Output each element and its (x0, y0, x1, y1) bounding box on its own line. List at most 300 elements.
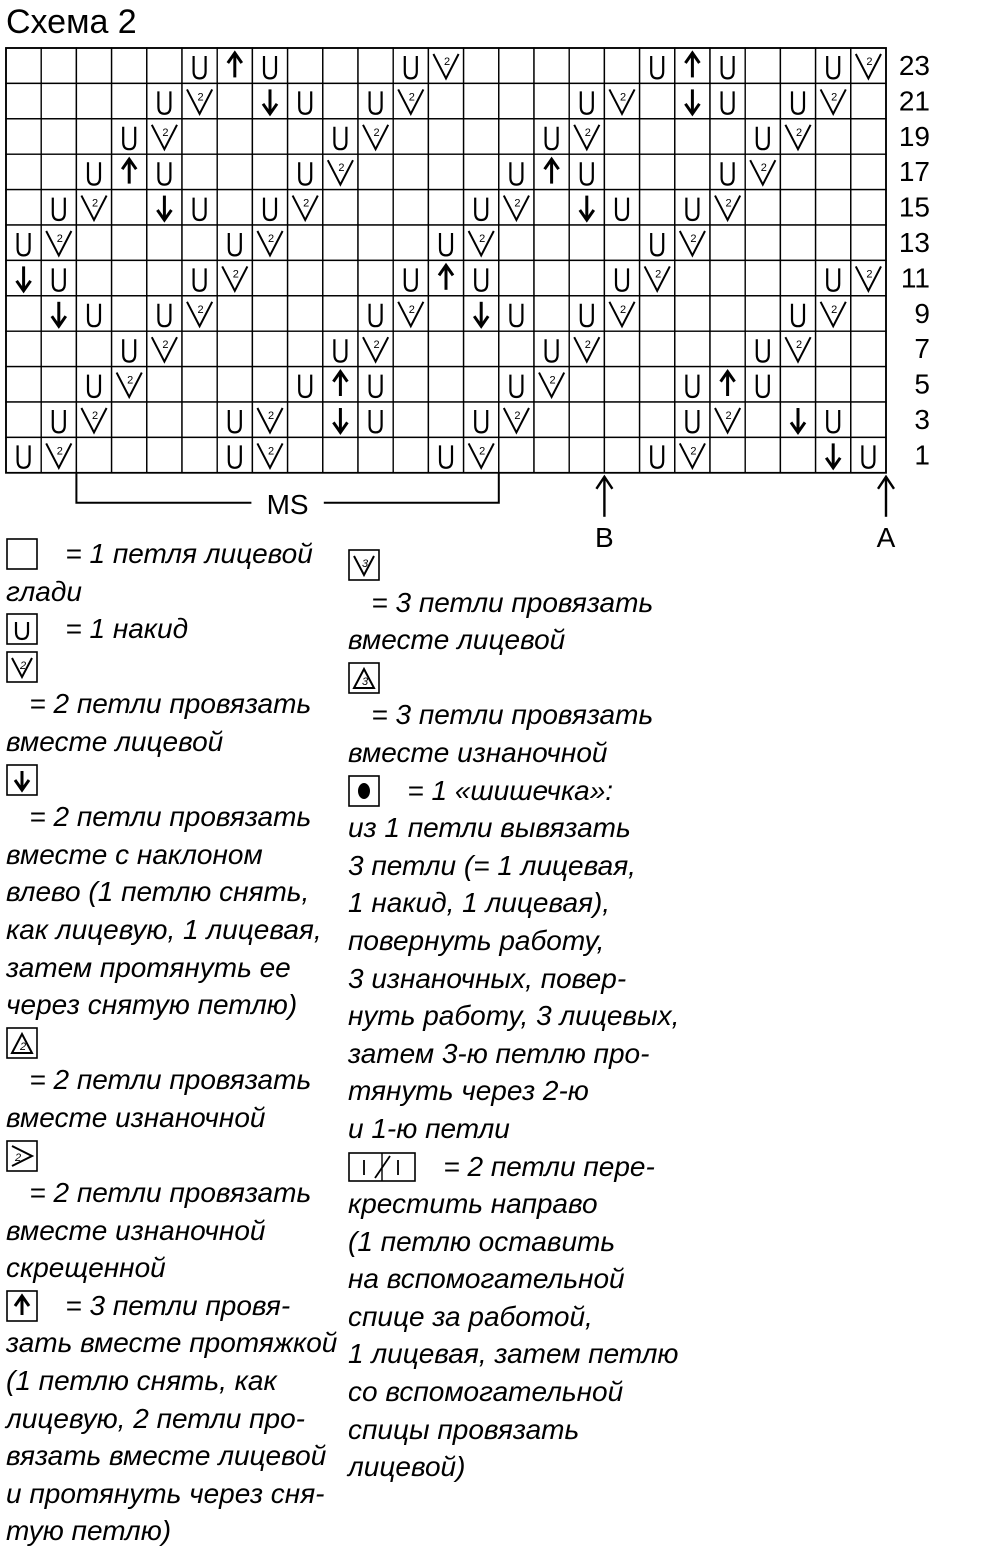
chart-cell-u (640, 48, 675, 83)
chart-cell-empty (147, 48, 182, 83)
chart-cell-l2 (675, 83, 710, 118)
chart-cell-u (851, 437, 886, 472)
chart-cell-empty (534, 48, 569, 83)
chart-cell-empty (604, 119, 639, 154)
chart-cell-empty (604, 402, 639, 437)
chart-cell-empty (6, 154, 41, 189)
chart-cell-k2 (252, 402, 287, 437)
chart-cell-empty (745, 190, 780, 225)
chart-cell-k2 (41, 437, 76, 472)
chart-cell-empty (323, 296, 358, 331)
chart-cell-empty (41, 367, 76, 402)
chart-cell-u (147, 83, 182, 118)
chart-cell-empty (217, 83, 252, 118)
svg-text:2: 2 (56, 233, 63, 245)
row-number: 23 (898, 50, 930, 81)
legend-symbol-u-icon (6, 613, 38, 645)
svg-text:2: 2 (619, 91, 627, 104)
chart-cell-empty (323, 260, 358, 295)
chart-cell-u (499, 296, 534, 331)
chart-cell-empty (6, 331, 41, 366)
svg-text:2: 2 (56, 445, 63, 458)
chart-cell-empty (76, 119, 111, 154)
chart-cell-u (358, 402, 393, 437)
chart-cell-empty (217, 190, 252, 225)
chart-cell-u (710, 83, 745, 118)
chart-cell-u (147, 154, 182, 189)
marker-a (877, 477, 896, 553)
chart-cell-empty (816, 154, 851, 189)
chart-cell-empty (604, 154, 639, 189)
chart-cell-u (358, 296, 393, 331)
svg-text:2: 2 (760, 162, 767, 175)
legend-item: = 1 петля лицевой глади (6, 538, 313, 607)
svg-text:2: 2 (584, 126, 591, 139)
svg-text:2: 2 (479, 445, 486, 458)
chart-cell-k2 (816, 296, 851, 331)
chart-cell-empty (675, 119, 710, 154)
chart-cell-empty (710, 260, 745, 295)
chart-cell-u (182, 48, 217, 83)
chart-cell-empty (499, 119, 534, 154)
chart-cell-empty (147, 402, 182, 437)
chart-cell-u (428, 225, 463, 260)
chart-cell-empty (640, 154, 675, 189)
legend-item: = 2 петли пере- крестить направо (1 петлю оставить на вспомогательной спице за работой, 1 лицевая, затем петлю со вспомогательной спицы провязать лицевой) (348, 1150, 679, 1483)
chart-cell-k2 (604, 296, 639, 331)
chart-cell-u (640, 437, 675, 472)
svg-text:2: 2 (725, 197, 732, 210)
chart-cell-k2 (569, 331, 604, 366)
chart-cell-empty (499, 48, 534, 83)
legend-item: 3 = 3 петли провязать вместе изнаночной (348, 659, 688, 772)
chart-cell-empty (358, 437, 393, 472)
chart-cell-u (323, 119, 358, 154)
chart-cell-empty (217, 331, 252, 366)
chart-cell-u (182, 190, 217, 225)
chart-cell-empty (6, 190, 41, 225)
chart-cell-empty (6, 83, 41, 118)
legend-symbol-p2-icon (6, 1027, 38, 1059)
chart-cell-empty (112, 296, 147, 331)
svg-text:A: A (876, 521, 896, 553)
chart-cell-empty (534, 190, 569, 225)
chart-cell-k2 (76, 402, 111, 437)
chart-cell-u (464, 260, 499, 295)
chart-cell-empty (640, 402, 675, 437)
svg-text:2: 2 (514, 410, 521, 422)
svg-text:2: 2 (795, 126, 803, 139)
chart-cell-empty (217, 296, 252, 331)
chart-cell-k2 (217, 260, 252, 295)
marker-b (595, 477, 614, 553)
chart-cell-empty (428, 296, 463, 331)
chart-cell-empty (288, 48, 323, 83)
chart-cell-l2 (816, 437, 851, 472)
svg-text:3: 3 (361, 675, 369, 688)
chart-cell-empty (112, 437, 147, 472)
svg-text:2: 2 (267, 410, 275, 422)
chart-cell-u (569, 154, 604, 189)
svg-text:2: 2 (443, 56, 451, 68)
chart-cell-empty (147, 260, 182, 295)
chart-cell-u (499, 154, 534, 189)
chart-cell-empty (816, 225, 851, 260)
chart-cell-empty (464, 83, 499, 118)
chart-cell-empty (288, 437, 323, 472)
chart-cell-u (780, 296, 815, 331)
chart-cell-u (112, 119, 147, 154)
chart-cell-empty (112, 83, 147, 118)
chart-cell-k2 (604, 83, 639, 118)
chart-cell-k2 (393, 83, 428, 118)
chart-cell-empty (393, 437, 428, 472)
chart-cell-empty (428, 83, 463, 118)
chart-cell-k2 (147, 119, 182, 154)
chart-cell-l2 (569, 190, 604, 225)
chart-cell-empty (393, 225, 428, 260)
chart-cell-empty (358, 225, 393, 260)
chart-cell-empty (640, 296, 675, 331)
svg-text:2: 2 (14, 1151, 22, 1164)
chart-cell-empty (288, 331, 323, 366)
chart-cell-empty (6, 119, 41, 154)
legend-symbol-empty-icon (6, 538, 38, 570)
chart-cell-u (745, 367, 780, 402)
chart-cell-empty (851, 190, 886, 225)
chart-cell-u (569, 83, 604, 118)
chart-cell-k2 (851, 260, 886, 295)
chart-cell-empty (534, 260, 569, 295)
chart-cell-empty (675, 260, 710, 295)
svg-text:2: 2 (408, 91, 415, 104)
chart-cell-empty (428, 190, 463, 225)
chart-cell-l2 (6, 260, 41, 295)
chart-cell-empty (851, 331, 886, 366)
svg-text:2: 2 (162, 126, 169, 139)
row-number: 17 (898, 156, 930, 188)
chart-cell-u (112, 331, 147, 366)
chart-cell-empty (569, 402, 604, 437)
chart-cell-a3 (675, 48, 710, 83)
chart-cell-k2 (780, 331, 815, 366)
legend-right (348, 546, 688, 1486)
chart-cell-u (710, 48, 745, 83)
chart-cell-empty (780, 190, 815, 225)
svg-text:3: 3 (361, 558, 369, 570)
row-number: 19 (898, 120, 930, 152)
chart-cell-empty (6, 296, 41, 331)
chart-cell-empty (464, 119, 499, 154)
chart-cell-k2 (252, 225, 287, 260)
chart-cell-empty (41, 119, 76, 154)
chart-cell-empty (6, 367, 41, 402)
ms-bracket-left (76, 473, 251, 503)
chart-cell-u (464, 190, 499, 225)
legend-item: 3 = 3 петли провязать вместе лицевой (348, 546, 688, 659)
chart-cell-k2 (569, 119, 604, 154)
chart-cell-k2 (675, 437, 710, 472)
legend-item: = 3 петли провя- зать вместе протяжкой (1 петлю снять, как лицевую, 2 петли про- вязать вместе лицевой и протянуть через сня- тую петлю) (6, 1289, 338, 1547)
chart-cell-empty (534, 225, 569, 260)
chart-cell-empty (816, 367, 851, 402)
chart-cell-empty (851, 154, 886, 189)
chart-cell-u (6, 225, 41, 260)
knitting-chart (0, 0, 1000, 560)
chart-cell-empty (252, 154, 287, 189)
chart-cell-u (816, 402, 851, 437)
chart-cell-k2 (710, 402, 745, 437)
chart-cell-k2 (182, 83, 217, 118)
chart-cell-k2 (464, 437, 499, 472)
chart-cell-u (182, 260, 217, 295)
chart-cell-u (675, 402, 710, 437)
chart-cell-k2 (745, 154, 780, 189)
chart-cell-u (323, 331, 358, 366)
svg-text:2: 2 (584, 339, 591, 352)
chart-cell-empty (569, 367, 604, 402)
legend-symbol-bob-icon (348, 775, 380, 807)
chart-cell-empty (640, 367, 675, 402)
chart-cell-empty (604, 48, 639, 83)
chart-cell-empty (182, 437, 217, 472)
ms-label: MS (266, 488, 309, 520)
svg-text:2: 2 (197, 303, 204, 316)
chart-cell-empty (640, 190, 675, 225)
svg-text:2: 2 (162, 339, 169, 352)
svg-text:2: 2 (91, 410, 99, 422)
chart-cell-l2 (252, 83, 287, 118)
svg-text:2: 2 (408, 303, 415, 316)
chart-cell-u (816, 260, 851, 295)
chart-cell-empty (534, 83, 569, 118)
legend-item: = 2 петли провязать вместе с наклоном влево (1 петлю снять, как лицевую, 1 лицевая, затем протянуть ее через снятую петлю) (6, 761, 336, 1024)
chart-cell-u (569, 296, 604, 331)
chart-cell-k2 (710, 190, 745, 225)
chart-cell-empty (464, 48, 499, 83)
row-number: 1 (914, 439, 930, 471)
chart-cell-empty (745, 402, 780, 437)
chart-cell-empty (41, 83, 76, 118)
chart-cell-u (76, 154, 111, 189)
svg-text:2: 2 (232, 268, 239, 281)
svg-text:2: 2 (267, 445, 275, 458)
chart-cell-empty (428, 119, 463, 154)
svg-text:2: 2 (479, 233, 486, 245)
chart-cell-a3 (534, 154, 569, 189)
chart-cell-k2 (288, 190, 323, 225)
chart-cell-empty (780, 225, 815, 260)
svg-text:2: 2 (655, 268, 662, 281)
chart-cell-empty (745, 260, 780, 295)
chart-cell-empty (851, 296, 886, 331)
chart-cell-empty (252, 367, 287, 402)
svg-text:B: B (595, 521, 614, 553)
chart-cell-empty (569, 260, 604, 295)
chart-cell-k2 (147, 331, 182, 366)
chart-cell-empty (147, 225, 182, 260)
chart-cell-empty (323, 48, 358, 83)
svg-text:2: 2 (795, 339, 803, 352)
chart-cell-empty (428, 367, 463, 402)
chart-cell-u (76, 296, 111, 331)
row-number: 7 (914, 333, 930, 365)
chart-cell-empty (710, 225, 745, 260)
chart-cell-u (41, 260, 76, 295)
chart-cell-empty (816, 119, 851, 154)
svg-text:2: 2 (866, 268, 873, 281)
legend-symbol-p2t-icon (6, 1140, 38, 1172)
chart-cell-u (745, 119, 780, 154)
chart-cell-empty (499, 260, 534, 295)
chart-cell-a3 (710, 367, 745, 402)
chart-cell-u (393, 48, 428, 83)
chart-cell-k2 (499, 190, 534, 225)
chart-cell-empty (745, 83, 780, 118)
chart-cell-u (147, 296, 182, 331)
legend-item: = 1 накид (6, 610, 336, 648)
chart-cell-empty (41, 48, 76, 83)
chart-cell-u (816, 48, 851, 83)
svg-text:2: 2 (303, 197, 310, 210)
chart-cell-empty (780, 437, 815, 472)
svg-text:2: 2 (831, 91, 838, 104)
row-number: 3 (914, 404, 930, 435)
chart-cell-u (6, 437, 41, 472)
chart-cell-empty (569, 437, 604, 472)
chart-cell-empty (851, 402, 886, 437)
svg-text:2: 2 (338, 162, 345, 175)
legend-symbol-l2-icon (6, 764, 38, 796)
chart-cell-empty (288, 225, 323, 260)
chart-cell-empty (499, 437, 534, 472)
svg-text:2: 2 (127, 374, 134, 387)
chart-cell-empty (288, 260, 323, 295)
chart-cell-empty (323, 83, 358, 118)
chart-cell-u (252, 48, 287, 83)
chart-cell-empty (112, 190, 147, 225)
chart-cell-l2 (323, 402, 358, 437)
chart-cell-l2 (780, 402, 815, 437)
row-number: 5 (914, 368, 930, 400)
chart-cell-k2 (323, 154, 358, 189)
chart-cell-l2 (41, 296, 76, 331)
chart-cell-empty (745, 48, 780, 83)
chart-cell-empty (675, 331, 710, 366)
chart-cell-empty (76, 260, 111, 295)
chart-cell-u (745, 331, 780, 366)
chart-cell-u (358, 83, 393, 118)
chart-cell-empty (710, 331, 745, 366)
chart-cell-empty (640, 83, 675, 118)
chart-title: Схема 2 (6, 3, 137, 41)
chart-cell-empty (640, 119, 675, 154)
svg-text:2: 2 (19, 1040, 27, 1053)
chart-cell-empty (745, 296, 780, 331)
chart-cell-empty (323, 225, 358, 260)
chart-cell-empty (76, 83, 111, 118)
chart-cell-empty (780, 48, 815, 83)
chart-cell-empty (604, 367, 639, 402)
chart-cell-u (640, 225, 675, 260)
chart-cell-empty (393, 331, 428, 366)
legend-symbol-k2-icon (6, 651, 38, 683)
chart-cell-empty (41, 331, 76, 366)
svg-text:2: 2 (514, 197, 521, 210)
chart-cell-empty (112, 260, 147, 295)
chart-cell-u (604, 190, 639, 225)
chart-cell-k2 (640, 260, 675, 295)
chart-cell-empty (534, 296, 569, 331)
chart-cell-empty (534, 437, 569, 472)
chart-cell-empty (182, 367, 217, 402)
chart-cell-k2 (464, 225, 499, 260)
chart-cell-empty (147, 437, 182, 472)
chart-cell-k2 (393, 296, 428, 331)
chart-cell-empty (6, 48, 41, 83)
chart-cell-u (710, 154, 745, 189)
chart-cell-empty (675, 296, 710, 331)
chart-cell-empty (217, 154, 252, 189)
svg-text:2: 2 (619, 303, 627, 316)
chart-cell-k2 (41, 225, 76, 260)
chart-cell-empty (41, 154, 76, 189)
row-number: 15 (898, 191, 930, 223)
chart-cell-u (76, 367, 111, 402)
chart-cell-u (288, 367, 323, 402)
chart-cell-u (464, 402, 499, 437)
chart-cell-empty (182, 154, 217, 189)
chart-cell-u (358, 367, 393, 402)
chart-cell-empty (252, 296, 287, 331)
chart-cell-empty (182, 331, 217, 366)
chart-cell-k2 (499, 402, 534, 437)
legend-symbol-p3-icon (348, 662, 380, 694)
chart-cell-k2 (675, 225, 710, 260)
chart-cell-empty (851, 83, 886, 118)
chart-cell-l2 (147, 190, 182, 225)
chart-cell-u (41, 402, 76, 437)
chart-cell-empty (710, 296, 745, 331)
chart-cell-u (675, 190, 710, 225)
chart-cell-empty (393, 119, 428, 154)
chart-cell-empty (604, 225, 639, 260)
chart-cell-u (780, 83, 815, 118)
chart-cell-empty (816, 190, 851, 225)
svg-text:2: 2 (373, 339, 380, 352)
chart-cell-empty (76, 437, 111, 472)
chart-cell-empty (358, 190, 393, 225)
chart-cell-empty (428, 331, 463, 366)
chart-cell-empty (217, 367, 252, 402)
svg-text:2: 2 (549, 374, 556, 387)
chart-cell-empty (323, 437, 358, 472)
svg-text:2: 2 (831, 303, 838, 316)
svg-text:2: 2 (197, 91, 204, 104)
chart-cell-empty (534, 402, 569, 437)
chart-cell-a3 (428, 260, 463, 295)
chart-cell-empty (640, 331, 675, 366)
svg-text:2: 2 (19, 659, 27, 672)
svg-text:2: 2 (690, 233, 697, 245)
chart-cell-empty (252, 331, 287, 366)
chart-cell-k2 (851, 48, 886, 83)
svg-text:2: 2 (690, 445, 697, 458)
chart-cell-empty (393, 154, 428, 189)
chart-cell-empty (323, 190, 358, 225)
chart-cell-k2 (112, 367, 147, 402)
chart-cell-k2 (816, 83, 851, 118)
